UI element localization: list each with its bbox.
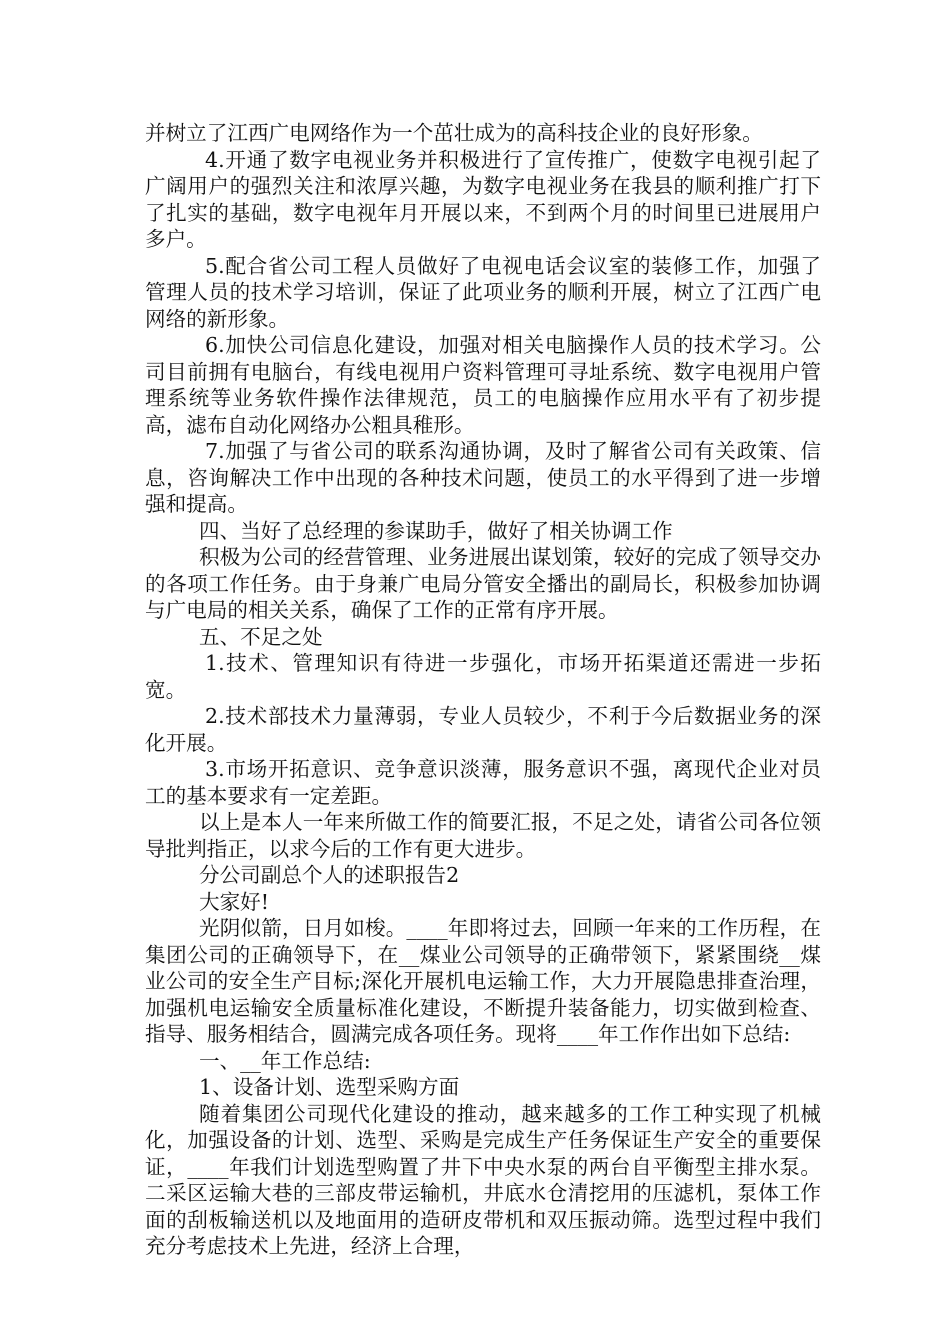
paragraph: 并树立了江西广电网络作为一个茁壮成为的高科技企业的良好形象。 bbox=[145, 121, 763, 145]
paragraph: 6.加快公司信息化建设，加强对相关电脑操作人员的技术学习。公司目前拥有电脑台，有线电视用户资料管理可寻址系统、数字电视用户管理系统等业务软件操作法律规范，员工的电脑操作应用水平有了初步提高，滤布自动化网络办公粗具稚形。 bbox=[145, 333, 821, 437]
paragraph: 1.技术、管理知识有待进一步强化，市场开拓渠道还需进一步拓宽。 bbox=[145, 651, 821, 702]
document-body bbox=[145, 120, 821, 1260]
paragraph: 积极为公司的经营管理、业务进展出谋划策，较好的完成了领导交办的各项工作任务。由于身兼广电局分管安全播出的副局长，积极参加协调与广电局的相关关系，确保了工作的正常有序开展。 bbox=[145, 545, 821, 622]
section-heading: 五、不足之处 bbox=[199, 624, 323, 649]
paragraph: 以上是本人一年来所做工作的简要汇报，不足之处，请省公司各位领导批判指正，以求今后的工作有更大进步。 bbox=[145, 810, 821, 861]
section-heading: 四、当好了总经理的参谋助手，做好了相关协调工作 bbox=[199, 518, 673, 543]
paragraph: 4.开通了数字电视业务并积极进行了宣传推广，使数字电视引起了广阔用户的强烈关注和浓厚兴趣，为数字电视业务在我县的顺利推广打下了扎实的基础，数字电视年月开展以来，不到两个月的时间里已进展用户多户。 bbox=[145, 147, 821, 251]
subsection-heading: 1、设备计划、选型采购方面 bbox=[199, 1075, 460, 1099]
paragraph: 2.技术部技术力量薄弱，专业人员较少，不利于今后数据业务的深化开展。 bbox=[145, 704, 821, 755]
paragraph: 3.市场开拓意识、竞争意识淡薄，服务意识不强，离现代企业对员工的基本要求有一定差距。 bbox=[145, 757, 821, 808]
report-title: 分公司副总个人的述职报告2 bbox=[199, 863, 460, 887]
paragraph: 5.配合省公司工程人员做好了电视电话会议室的装修工作，加强了管理人员的技术学习培训，保证了此项业务的顺利开展，树立了江西广电网络的新形象。 bbox=[145, 253, 821, 331]
paragraph: 7.加强了与省公司的联系沟通协调，及时了解省公司有关政策、信息，咨询解决工作中出现的各种技术问题，使员工的水平得到了进一步增强和提高。 bbox=[145, 439, 821, 516]
paragraph: 光阴似箭，日月如梭。____年即将过去，回顾一年来的工作历程，在集团公司的正确领导下，在__煤业公司领导的正确带领下，紧紧围绕__煤业公司的安全生产目标;深化开展机电运输工作，大力开展隐患排查治理，加强机电运输安全质量标准化建设，不断提升装备能力，切实做到检查、指导、服务相结合，圆满完成各项任务。现将____年工作作出如下总结: bbox=[145, 916, 821, 1046]
section-heading: 一、__年工作总结: bbox=[199, 1048, 371, 1073]
paragraph: 随着集团公司现代化建设的推动，越来越多的工作工种实现了机械化，加强设备的计划、选型、采购是完成生产任务保证生产安全的重要保证，____年我们计划选型购置了井下中央水泵的两台自平衡型主排水泵。二采区运输大巷的三部皮带运输机，井底水仓清挖用的压滤机，泵体工作面的刮板输送机以及地面用的造研皮带机和双压振动筛。选型过程中我们充分考虑技术上先进，经济上合理， bbox=[145, 1101, 821, 1258]
greeting: 大家好! bbox=[199, 889, 270, 914]
